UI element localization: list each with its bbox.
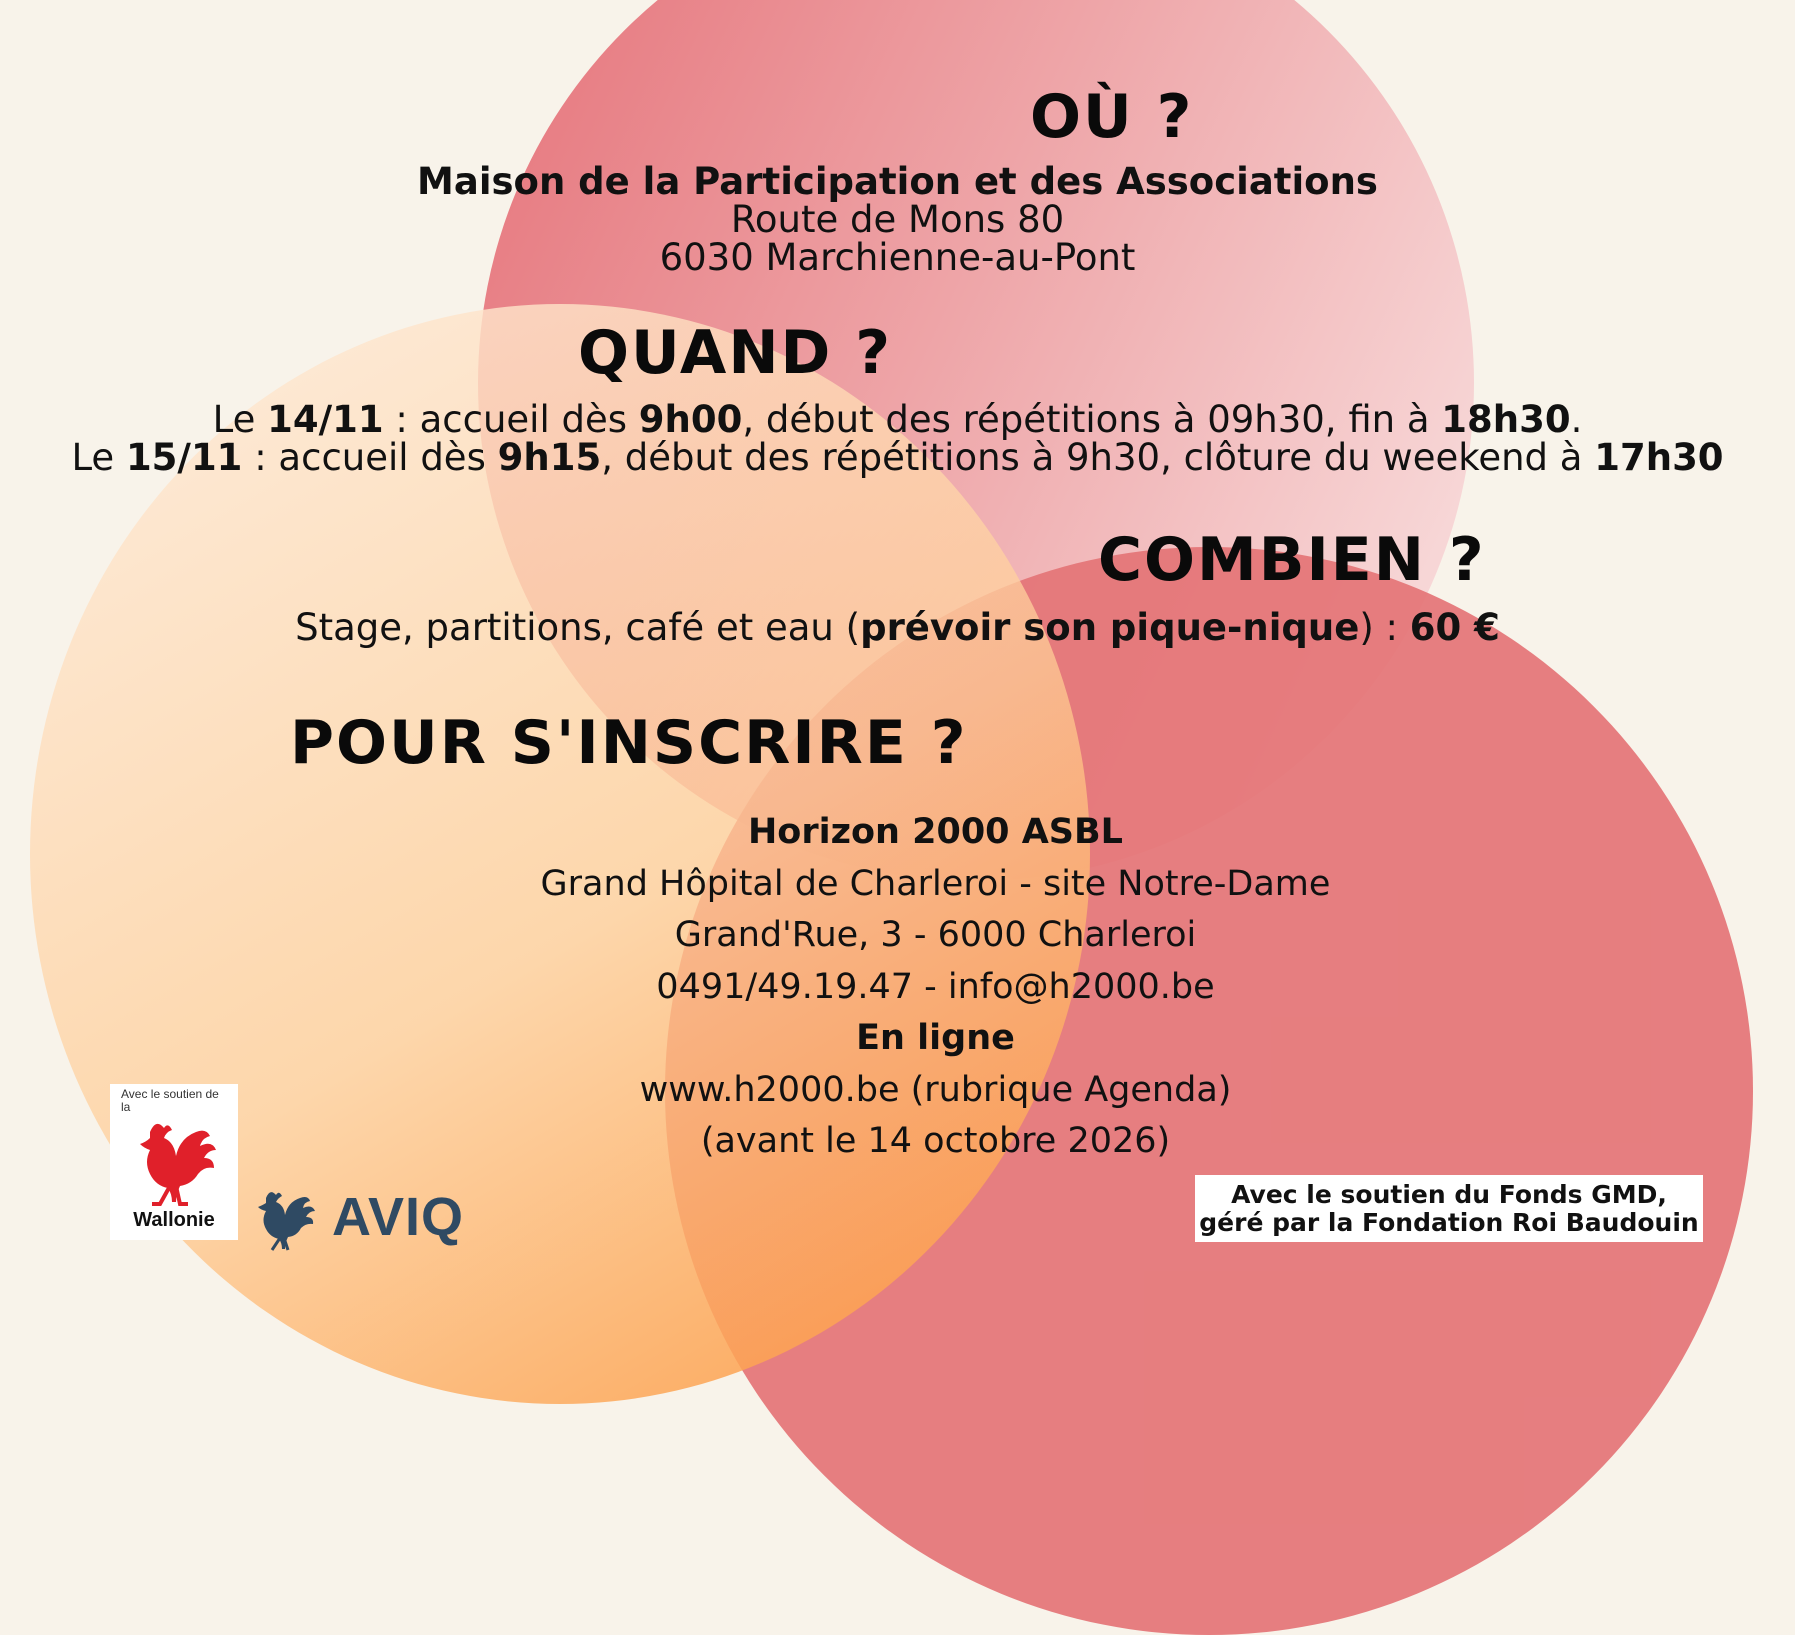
day2-date: 15/11 (125, 436, 243, 479)
schedule-day-1: Le 14/11 : accueil dès 9h00, début des répétitions à 09h30, fin à 18h30. (212, 398, 1583, 441)
aviq-name: AVIQ (332, 1187, 465, 1247)
venue-name: Maison de la Participation et des Associations (417, 160, 1378, 203)
where-heading: OÙ ? (1030, 82, 1194, 152)
schedule-day-2: Le 15/11 : accueil dès 9h15, début des répétitions à 9h30, clôture du weekend à 17h30 (71, 436, 1724, 479)
day2-end: 17h30 (1594, 436, 1724, 479)
venue-street: Route de Mons 80 (730, 198, 1065, 241)
aviq-logo (252, 1178, 500, 1254)
aviq-rooster-icon (252, 1182, 328, 1252)
sponsor-line-1: Avec le soutien du Fonds GMD, (1231, 1180, 1667, 1209)
wallonie-caption: Avec le soutien de la (121, 1087, 219, 1114)
price-heading: COMBIEN ? (1098, 525, 1486, 595)
rooster-icon (120, 1114, 228, 1210)
sponsor-box (1195, 1175, 1703, 1242)
when-heading: QUAND ? (578, 318, 893, 388)
register-contact: 0491/49.19.47 - info@h2000.be (656, 967, 1215, 1007)
day1-end: 18h30 (1441, 398, 1571, 441)
register-website: www.h2000.be (rubrique Agenda) (639, 1070, 1232, 1110)
register-address-1: Grand Hôpital de Charleroi - site Notre-Dame (540, 864, 1331, 904)
price-note: prévoir son pique-nique (860, 606, 1360, 649)
sponsor-line-2: géré par la Fondation Roi Baudouin (1199, 1208, 1699, 1237)
register-address-2: Grand'Rue, 3 - 6000 Charleroi (674, 915, 1197, 955)
day1-date: 14/11 (267, 398, 384, 441)
wallonie-logo (110, 1084, 238, 1240)
register-deadline: (avant le 14 octobre 2026) (700, 1121, 1171, 1161)
venue-city: 6030 Marchienne-au-Pont (659, 236, 1136, 279)
register-online-label: En ligne (856, 1018, 1015, 1058)
price-line: Stage, partitions, café et eau (prévoir son pique-nique) : 60 € (295, 606, 1500, 649)
wallonie-name: Wallonie (133, 1209, 215, 1231)
day2-arrival: 9h15 (497, 436, 602, 479)
register-heading: POUR S'INSCRIRE ? (290, 708, 968, 778)
day1-arrival: 9h00 (638, 398, 743, 441)
register-org: Horizon 2000 ASBL (748, 812, 1123, 852)
price-amount: 60 € (1409, 606, 1500, 649)
